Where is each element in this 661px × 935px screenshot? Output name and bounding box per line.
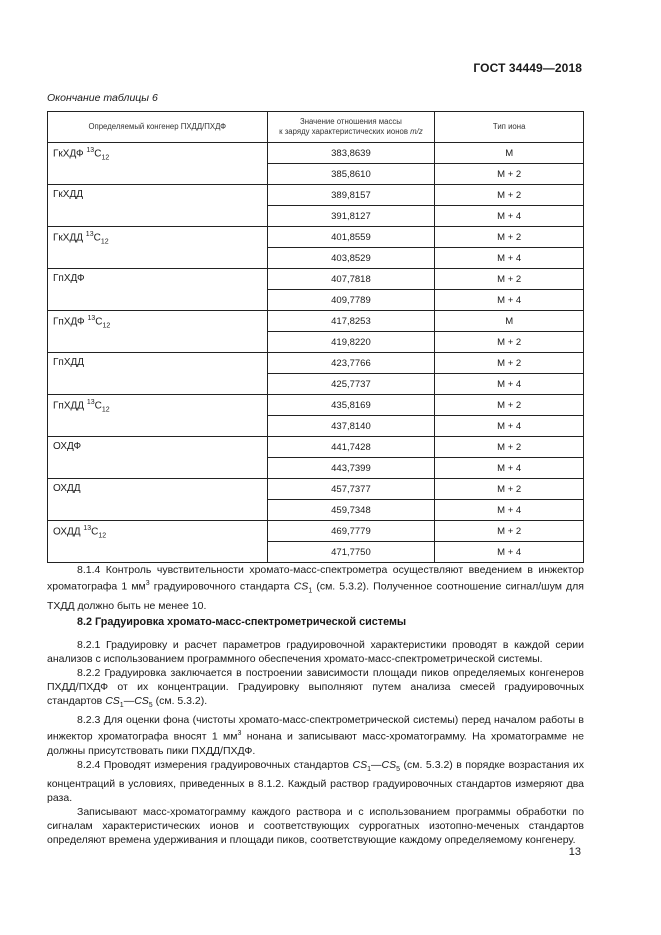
p824-cs5: CS [381, 758, 397, 771]
p814-sup: 3 [145, 580, 150, 587]
table-row [48, 395, 584, 416]
congener-name-cell [48, 479, 268, 521]
mz-value-cell: 401,8559 [267, 227, 435, 248]
mz-value-cell: 407,7818 [267, 269, 435, 290]
p824-cs1: CS [352, 758, 368, 771]
paragraph-8-2-5: Записывают масс-хроматограмму каждого раствора и с использованием программы обработки по сигналам характеристических ионов и соответствующих суррогатных изотопно-меченых стандартов определяют времена удерживания и площади пиков, соответствующие каждому определяемому конгенеру. [47, 805, 584, 846]
paragraphs-8-2 [47, 638, 584, 847]
mz-value-cell: 441,7428 [267, 437, 435, 458]
p814-cs: CS [293, 580, 309, 593]
mz-value-cell: 391,8127 [267, 206, 435, 227]
ion-type-cell: М + 2 [435, 164, 584, 185]
ion-type-cell: М + 2 [435, 353, 584, 374]
isotope-count: 12 [98, 532, 107, 540]
ion-type-cell: М + 2 [435, 479, 584, 500]
table-row [48, 269, 584, 290]
header-ion-type: Тип иона [435, 112, 584, 143]
p824-sub5: 5 [396, 765, 400, 773]
p822-cs1: CS [105, 695, 120, 707]
mz-value-cell: 469,7779 [267, 521, 435, 542]
isotope-mass: 13 [85, 231, 94, 238]
mz-value-cell: 457,7377 [267, 479, 435, 500]
mz-value-cell: 437,8140 [267, 416, 435, 437]
ion-type-cell: М + 2 [435, 185, 584, 206]
mz-value-cell: 417,8253 [267, 311, 435, 332]
mz-value-cell: 385,8610 [267, 164, 435, 185]
congener-name: ОХДД [53, 483, 81, 494]
p822-sub5: 5 [148, 702, 153, 710]
table-row [48, 437, 584, 458]
ion-type-cell: М + 4 [435, 290, 584, 311]
isotope-element: C [93, 232, 101, 244]
congener-name-cell [48, 437, 268, 479]
p823-text-b: нонана и записывают масс-хроматограмму. На хроматограмме не должны присутствовать пики ПХДД/ПХДФ. [47, 730, 584, 757]
p814-text-c: (см. 5.3.2). Полученное соотношение сигнал/шум для ТХДД должно быть не менее 10. [47, 580, 584, 612]
congener-name-cell [48, 269, 268, 311]
isotope-mass: 13 [86, 399, 95, 406]
ion-type-cell: М + 2 [435, 269, 584, 290]
ion-type-cell: М + 4 [435, 248, 584, 269]
congener-name: ГкХДД [53, 232, 84, 244]
header-mz-line2: к заряду характеристических ионов [279, 127, 408, 136]
paragraph-8-2-4 [47, 758, 584, 805]
mz-value-cell: 383,8639 [267, 143, 435, 164]
congener-name: ГкХДД [53, 189, 84, 200]
table-row [48, 143, 584, 164]
congener-name: ГпХДД [53, 357, 85, 368]
page-number: 13 [568, 846, 581, 858]
congener-name-cell [48, 227, 268, 269]
ion-type-cell: М + 2 [435, 437, 584, 458]
congener-name-cell [48, 311, 268, 353]
p814-text-a: 8.1.4 Контроль чувствительности хромато-масс-спектрометра осуществляют введением в инжектор хроматографа 1 мм [47, 564, 584, 593]
ion-type-cell: М [435, 143, 584, 164]
header-mz [267, 112, 435, 143]
mz-value-cell: 403,8529 [267, 248, 435, 269]
ion-type-cell: М [435, 311, 584, 332]
ion-type-cell: М + 4 [435, 458, 584, 479]
congener-name: ГкХДФ [53, 148, 84, 160]
p822-text-b: (см. 5.3.2). [152, 695, 208, 707]
table-body [48, 143, 584, 563]
header-mz-line1: Значение отношения массы [300, 117, 402, 126]
p823-text-a: 8.2.3 Для оценки фона (чистоты хромато-масс-спектрометрической системы) перед началом работы в инжектор хроматографа вносят 1 мм [47, 714, 584, 743]
ion-type-cell: М + 4 [435, 374, 584, 395]
mz-value-cell: 425,7737 [267, 374, 435, 395]
isotope-element: C [94, 148, 102, 160]
header-mz-var: m/z [410, 127, 423, 136]
isotope-element: C [91, 526, 99, 538]
p824-text-b: (см. 5.3.2) в порядке возрастания их концентраций в условиях, приведенных в 8.1.2. Каждый раствор градуировочных стандартов измеряют два раза. [47, 758, 584, 804]
ion-type-cell: М + 4 [435, 416, 584, 437]
p822-dash: — [123, 695, 135, 707]
p824-sub1: 1 [367, 765, 371, 773]
congener-name-cell [48, 353, 268, 395]
p824-text-a: 8.2.4 Проводят измерения градуировочных стандартов [77, 758, 353, 771]
isotope-mass: 13 [83, 525, 92, 532]
mz-value-cell: 459,7348 [267, 500, 435, 521]
isotope-count: 12 [101, 154, 110, 162]
isotope-mass: 13 [87, 315, 96, 322]
congener-name: ОХДФ [53, 441, 82, 452]
ion-type-cell: М + 2 [435, 521, 584, 542]
p822-sub1: 1 [119, 702, 124, 710]
isotope-element: C [94, 400, 102, 412]
ion-type-cell: М + 2 [435, 332, 584, 353]
isotope-count: 12 [100, 238, 109, 246]
congener-name-cell [48, 395, 268, 437]
mz-value-cell: 471,7750 [267, 542, 435, 563]
congener-name-cell [48, 185, 268, 227]
paragraph-8-1-4 [47, 563, 584, 613]
ion-type-cell: М + 4 [435, 542, 584, 563]
header-congener: Определяемый конгенер ПХДД/ПХДФ [48, 112, 268, 143]
p814-sub: 1 [308, 587, 313, 595]
p822-text-a: 8.2.2 Градуировка заключается в построении зависимости площади пиков определяемых конгенеров ПХДД/ПХДФ от их концентрации. Градуировку выполняют путем анализа смесей градуировочных стандартов [47, 667, 584, 707]
p814-text-b: градуировочного стандарта [149, 580, 294, 593]
paragraph-8-2-3 [47, 713, 584, 758]
ion-type-cell: М + 4 [435, 206, 584, 227]
table-row [48, 311, 584, 332]
p824-dash: — [371, 758, 382, 771]
ion-type-cell: М + 2 [435, 395, 584, 416]
p823-sup: 3 [237, 730, 242, 738]
p822-cs5: CS [134, 695, 149, 707]
table-row [48, 521, 584, 542]
mz-value-cell: 409,7789 [267, 290, 435, 311]
isotope-element: C [95, 316, 103, 328]
isotope-count: 12 [101, 406, 110, 414]
isotope-count: 12 [102, 322, 111, 330]
mz-value-cell: 389,8157 [267, 185, 435, 206]
mz-value-cell: 419,8220 [267, 332, 435, 353]
ion-type-cell: М + 2 [435, 227, 584, 248]
congener-name-cell [48, 521, 268, 563]
congener-name-cell [48, 143, 268, 185]
paragraph-8-2-2 [47, 666, 584, 713]
table-caption: Окончание таблицы 6 [47, 92, 158, 104]
table-row [48, 479, 584, 500]
table-header-row [48, 112, 584, 143]
standard-header: ГОСТ 34449—2018 [473, 61, 582, 75]
paragraph-8-2-1: 8.2.1 Градуировку и расчет параметров градуировочной характеристики проводят в каждой серии анализов с использованием программного обеспечения хромато-масс-спектрометрической системы. [47, 639, 584, 665]
congener-name: ОХДД [53, 526, 81, 538]
section-title-8-2: 8.2 Градуировка хромато-масс-спектрометрической системы [77, 616, 407, 628]
mz-value-cell: 443,7399 [267, 458, 435, 479]
table-row [48, 185, 584, 206]
table-row [48, 227, 584, 248]
mz-value-cell: 435,8169 [267, 395, 435, 416]
table-row [48, 353, 584, 374]
congener-name: ГпХДФ [53, 316, 85, 328]
isotope-mass: 13 [86, 147, 95, 154]
congener-name: ГпХДФ [53, 273, 85, 284]
ion-type-cell: М + 4 [435, 500, 584, 521]
mz-value-cell: 423,7766 [267, 353, 435, 374]
ion-table [47, 111, 584, 563]
congener-name: ГпХДД [53, 400, 85, 412]
